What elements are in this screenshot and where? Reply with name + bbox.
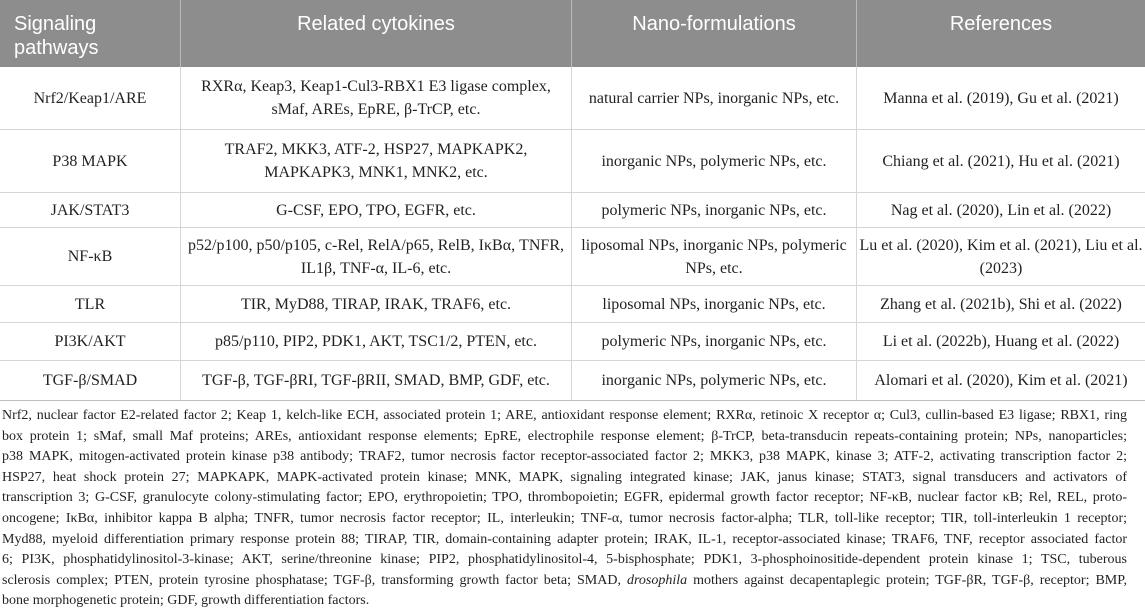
pathway-cell bbox=[0, 323, 181, 360]
cytokines-line: TIR, MyD88, TIRAP, IRAK, TRAF6, etc. bbox=[240, 295, 512, 313]
cytokines-line: p85/p110, PIP2, PDK1, AKT, TSC1/2, PTEN, etc. bbox=[215, 333, 537, 350]
cytokines-line: p52/p100, p50/p105, c-Rel, RelA/p65, RelB, IκBα, TNFR, bbox=[188, 236, 564, 254]
references-cell bbox=[857, 361, 1145, 400]
table-header-row bbox=[0, 0, 1145, 67]
cytokines-cell bbox=[181, 286, 572, 322]
references-line: (2023) bbox=[979, 259, 1023, 277]
nano-cell bbox=[572, 361, 857, 400]
footnote-line: bone morphogenetic protein; GDF, growth differentiation factors. bbox=[2, 593, 370, 609]
cytokines-line: TRAF2, MKK3, ATF-2, HSP27, MAPKAPK2, bbox=[224, 141, 528, 158]
pathway-cell bbox=[0, 228, 181, 285]
nano-cell bbox=[572, 67, 857, 129]
nano-line: natural carrier NPs, inorganic NPs, etc. bbox=[588, 89, 840, 107]
pathway-cell bbox=[0, 130, 181, 192]
references-cell bbox=[857, 228, 1145, 285]
header-related-cytokines: Related cytokines bbox=[181, 0, 572, 67]
cytokines-line: sMaf, AREs, EpRE, β-TrCP, etc. bbox=[271, 101, 481, 118]
header-references: References bbox=[949, 13, 1053, 35]
table-row bbox=[0, 130, 1145, 193]
footnote-line: oncogene; IκBα, inhibitor kappa B alpha; TNFR, tumor necrosis factor receptor; IL, interleukin; TNF-α, tumor necrosis factor-alpha; TLR, toll-like receptor; TIR, toll-interleukin 1 receptor; bbox=[2, 510, 1127, 526]
footnote-line: box protein 1; sMaf, small Maf proteins; AREs, antioxidant response elements; EpRE, electrophile response element; β-TrCP, beta-transducin repeats-containing protein; NPs, nanoparticles; bbox=[2, 428, 1127, 444]
table-footnote bbox=[0, 406, 1127, 612]
cytokines-cell bbox=[181, 361, 572, 400]
cytokines-cell bbox=[181, 130, 572, 192]
pathway-name: JAK/STAT3 bbox=[50, 201, 130, 219]
nano-line: NPs, etc. bbox=[685, 259, 743, 277]
footnote-line: Nrf2, nuclear factor E2-related factor 2; Keap 1, kelch-like ECH, associated protein 1; ARE, antioxidant response element; RXRα, retinoic X receptor α; Cul3, cullin-based E3 ligase; RBX1, ring bbox=[2, 408, 1127, 423]
nano-line: polymeric NPs, inorganic NPs, etc. bbox=[601, 333, 827, 350]
cytokines-line: TGF-β, TGF-βRI, TGF-βRII, SMAD, BMP, GDF, etc. bbox=[202, 372, 550, 389]
pathway-cell bbox=[0, 67, 181, 129]
table-row bbox=[0, 286, 1145, 323]
references-line: Li et al. (2022b), Huang et al. (2022) bbox=[882, 333, 1120, 350]
table-row bbox=[0, 67, 1145, 130]
footnote-italic-term: drosophila bbox=[626, 572, 688, 588]
references-line: Nag et al. (2020), Lin et al. (2022) bbox=[890, 201, 1112, 219]
references-cell bbox=[857, 130, 1145, 192]
cytokines-line: G-CSF, EPO, TPO, EGFR, etc. bbox=[276, 201, 476, 219]
pathway-name: NF-κB bbox=[67, 248, 113, 265]
references-line: Lu et al. (2020), Kim et al. (2021), Liu et al. bbox=[859, 236, 1143, 254]
nano-cell bbox=[572, 193, 857, 227]
nano-line: liposomal NPs, inorganic NPs, polymeric bbox=[581, 236, 847, 254]
footnote-line bbox=[2, 571, 1127, 592]
references-line: Chiang et al. (2021), Hu et al. (2021) bbox=[882, 152, 1120, 170]
table-row bbox=[0, 323, 1145, 361]
footnote-line: transcription 3; G-CSF, granulocyte colony-stimulating factor; EPO, erythropoietin; TPO, thrombopoietin; EGFR, epidermal growth factor receptor; NF-κB, nuclear factor κB; Rel, REL, proto- bbox=[2, 490, 1127, 506]
references-cell bbox=[857, 323, 1145, 360]
cytokines-line: IL1β, TNF-α, IL-6, etc. bbox=[300, 259, 452, 277]
nano-line: liposomal NPs, inorganic NPs, etc. bbox=[602, 295, 826, 313]
footnote-line: 6; PI3K, phosphatidylinositol-3-kinase; AKT, serine/threonine kinase; PIP2, phosphatidylinositol-4, 5-bisphosphate; PDK1, 3-phosphoinositide-dependent protein kinase 1; TSC, tuberous bbox=[2, 552, 1127, 568]
pathway-name: P38 MAPK bbox=[52, 152, 128, 170]
pathway-name: PI3K/AKT bbox=[54, 333, 126, 350]
cytokines-cell bbox=[181, 228, 572, 285]
pathway-cell bbox=[0, 286, 181, 322]
footnote-text: sclerosis complex; PTEN, protein tyrosine phosphatase; TGF-β, transforming growth factor beta; SMAD, bbox=[2, 572, 627, 588]
table-row bbox=[0, 361, 1145, 401]
references-line: Zhang et al. (2021b), Shi et al. (2022) bbox=[880, 295, 1122, 313]
cytokines-cell bbox=[181, 193, 572, 227]
cytokines-line: MAPKAPK3, MNK1, MNK2, etc. bbox=[264, 164, 488, 181]
footnote-line: Myd88, myeloid differentiation primary response protein 88; TIRAP, TIR, domain-containing adapter protein; IRAK, IL-1, receptor-associated kinase; TRAF6, TNF, receptor associated factor bbox=[2, 531, 1127, 547]
footnote-line: p38 MAPK, mitogen-activated protein kinase p38 antibody; TRAF2, tumor necrosis factor receptor-associated factor 2; MKK3, p38 MAPK, kinase 3; ATF-2, activating transcription factor 2; bbox=[2, 449, 1127, 465]
references-cell bbox=[857, 67, 1145, 129]
table-row bbox=[0, 228, 1145, 286]
nano-cell bbox=[572, 286, 857, 322]
nano-line: inorganic NPs, polymeric NPs, etc. bbox=[601, 372, 827, 389]
references-cell bbox=[857, 193, 1145, 227]
cytokines-line: RXRα, Keap3, Keap1-Cul3-RBX1 E3 ligase complex, bbox=[201, 78, 551, 95]
cytokines-cell bbox=[181, 67, 572, 129]
nano-cell bbox=[572, 323, 857, 360]
header-nano-formulations: Nano-formulations bbox=[572, 0, 857, 67]
references-line: Manna et al. (2019), Gu et al. (2021) bbox=[883, 89, 1119, 107]
nano-line: inorganic NPs, polymeric NPs, etc. bbox=[601, 152, 827, 170]
nano-cell bbox=[572, 130, 857, 192]
pathway-cell bbox=[0, 361, 181, 400]
cytokines-cell bbox=[181, 323, 572, 360]
header-signaling-pathways: Signaling pathways bbox=[0, 0, 181, 67]
footnote-text: mothers against decapentaplegic protein; TGF-βR, TGF-β, receptor; BMP, bbox=[687, 572, 1127, 588]
pathway-name: TGF-β/SMAD bbox=[42, 372, 138, 389]
references-line: Alomari et al. (2020), Kim et al. (2021) bbox=[874, 372, 1128, 389]
nano-line: polymeric NPs, inorganic NPs, etc. bbox=[601, 201, 827, 219]
footnote-line: HSP27, heat shock protein 27; MAPKAPK, MAPK-activated protein kinase; MNK, MAPK, signaling integrated kinase; JAK, janus kinase; STAT3, signal transducers and activators of bbox=[2, 469, 1127, 485]
pathway-name: TLR bbox=[74, 295, 106, 313]
nano-cell bbox=[572, 228, 857, 285]
pathway-cell bbox=[0, 193, 181, 227]
table-row bbox=[0, 193, 1145, 228]
references-cell bbox=[857, 286, 1145, 322]
pathway-name: Nrf2/Keap1/ARE bbox=[33, 89, 147, 107]
